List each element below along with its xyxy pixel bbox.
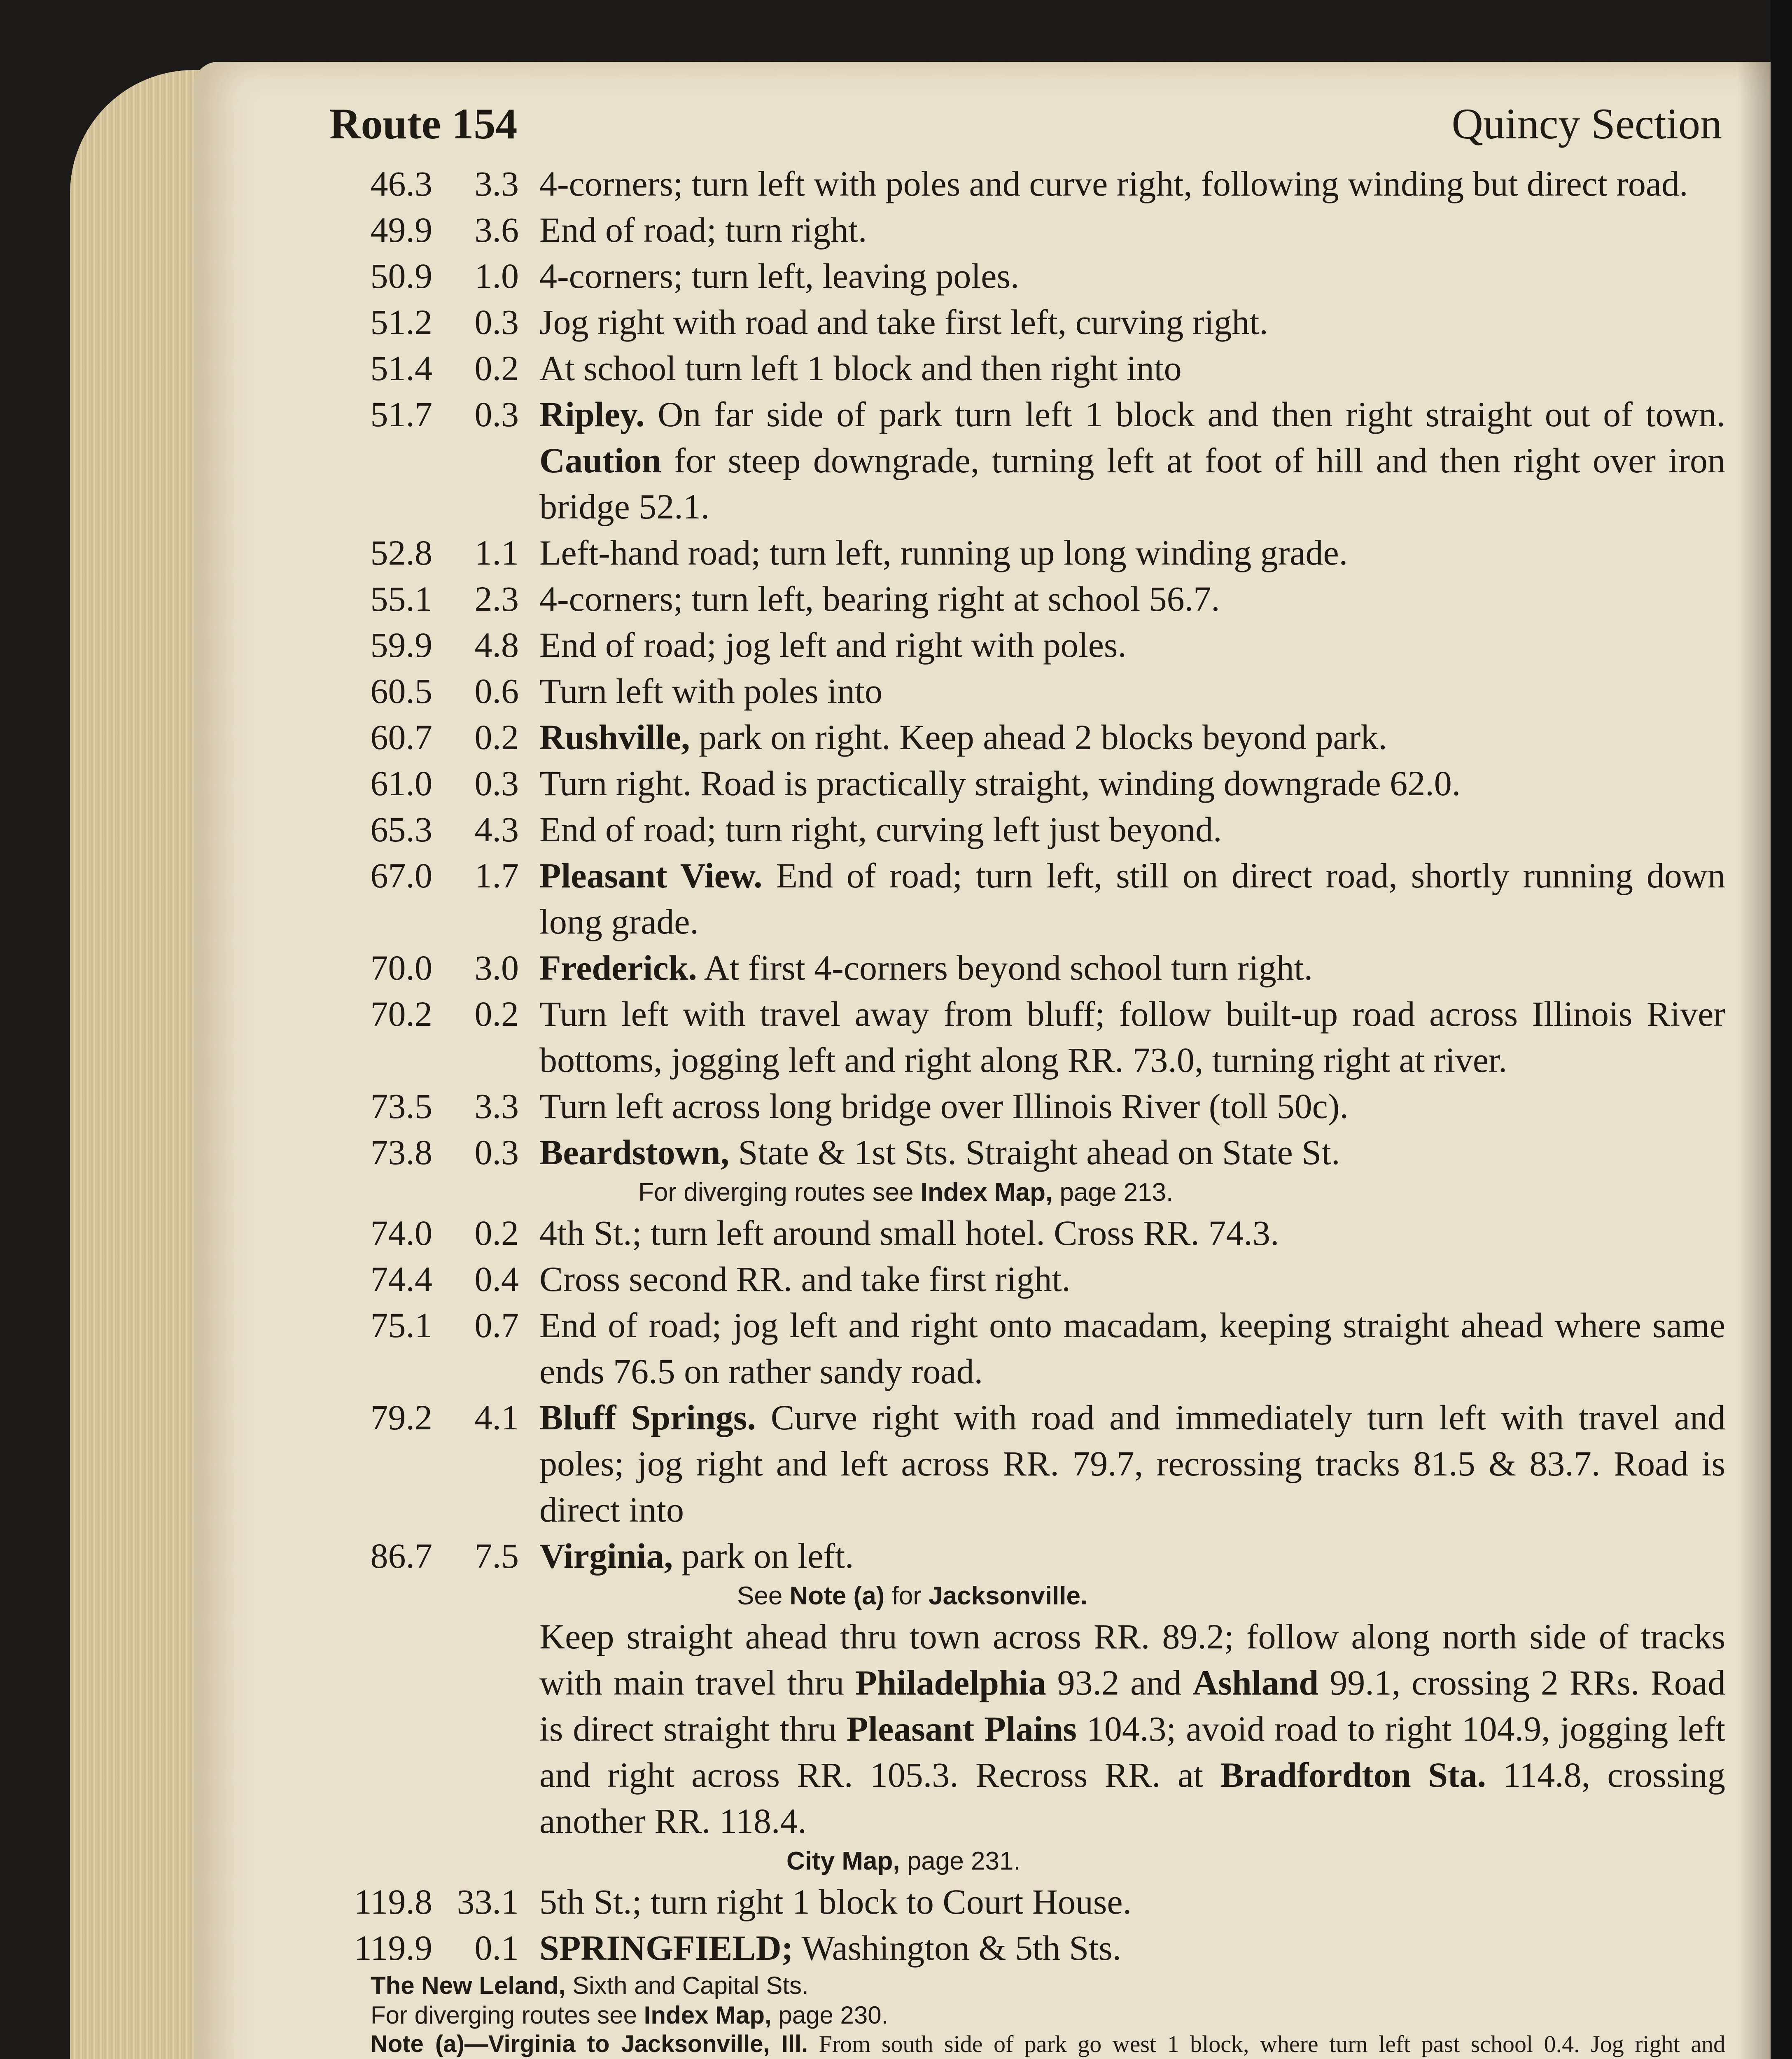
intermediate-mileage: 0.3	[474, 1132, 519, 1172]
total-mileage: 70.0	[370, 948, 432, 987]
right-border	[1771, 0, 1792, 2059]
intermediate-mileage: 3.3	[474, 164, 519, 203]
total-mileage: 49.9	[370, 210, 432, 250]
intermediate-mileage: 1.7	[474, 856, 519, 895]
route-entry	[325, 299, 1725, 345]
direction-text: Bluff Springs. Curve right with road and immediately turn left with travel and poles; jog right and left across RR. 79.7, recrossing tracks 81.5 & 83.7. Road is direct into	[539, 1398, 1725, 1529]
intermediate-mileage: 0.7	[474, 1305, 519, 1345]
direction-text: Beardstown, State & 1st Sts. Straight ahead on State St.	[539, 1132, 1340, 1172]
running-head-route: Route 154	[329, 100, 518, 148]
route-entry	[325, 576, 1725, 622]
route-entry	[325, 207, 1725, 253]
intermediate-mileage: 0.2	[474, 348, 519, 388]
total-mileage: 119.9	[354, 1928, 432, 1968]
total-mileage: 50.9	[370, 256, 432, 296]
route-entry	[325, 668, 1725, 714]
total-mileage: 51.4	[370, 348, 432, 388]
route-entry	[325, 1083, 1725, 1129]
total-mileage: 74.0	[370, 1213, 432, 1253]
route-entry	[325, 806, 1725, 852]
total-mileage: 79.2	[370, 1398, 432, 1437]
route-entry	[325, 161, 1725, 207]
total-mileage: 86.7	[370, 1536, 432, 1576]
direction-text: 4-corners; turn left, leaving poles.	[539, 256, 1020, 296]
total-mileage: 61.0	[370, 763, 432, 803]
intermediate-mileage: 3.3	[474, 1086, 519, 1126]
intermediate-mileage: 0.2	[474, 1213, 519, 1253]
route-entry	[325, 1394, 1725, 1533]
virginia-reference: See Note (a) for Jacksonville.	[737, 1582, 1088, 1610]
total-mileage: 65.3	[370, 810, 432, 849]
route-entry	[325, 1210, 1725, 1256]
total-mileage: 60.7	[370, 717, 432, 757]
route-entry	[325, 1129, 1725, 1175]
total-mileage: 67.0	[370, 856, 432, 895]
route-entry	[325, 1925, 1725, 1971]
intermediate-mileage: 0.1	[474, 1928, 519, 1968]
running-head	[329, 99, 1722, 152]
direction-text: End of road; jog left and right onto macadam, keeping straight ahead where same ends 76.5 on rather sandy road.	[539, 1305, 1725, 1391]
direction-text: 4-corners; turn left with poles and curve right, following winding but direct road.	[539, 164, 1688, 203]
route-entry	[325, 1256, 1725, 1302]
direction-text: Cross second RR. and take first right.	[539, 1259, 1071, 1299]
total-mileage: 51.7	[370, 395, 432, 434]
total-mileage: 46.3	[370, 164, 432, 203]
intermediate-mileage: 0.4	[474, 1259, 519, 1299]
intermediate-mileage: 0.2	[474, 994, 519, 1034]
direction-text: Jog right with road and take first left, curving right.	[539, 302, 1268, 342]
virginia-directions: Keep straight ahead thru town across RR. 89.2; follow along north side of tracks with main travel thru Philadelphia 93.2 and Ashland 99.1, crossing 2 RRs. Road is direct straight thru Pleasant Plains 104.3; avoid road to right 104.9, jogging left and right across RR. 105.3. Recross RR. at Bradfordton Sta. 114.8, crossing another RR. 118.4.	[539, 1617, 1726, 1841]
direction-text: End of road; jog left and right with poles.	[539, 625, 1127, 665]
springfield-info	[325, 1971, 1725, 2059]
intermediate-mileage: 1.0	[474, 256, 519, 296]
intermediate-mileage: 0.2	[474, 717, 519, 757]
intermediate-mileage: 2.3	[474, 579, 519, 619]
intermediate-mileage: 0.3	[474, 302, 519, 342]
intermediate-mileage: 0.6	[474, 671, 519, 711]
note-a: Note (a)—Virginia to Jacksonville, Ill. From south side of park go west 1 block, where turn left past school 0.4. Jog right and	[371, 2031, 1725, 2057]
route-entries-b	[325, 1210, 1725, 1579]
route-entry	[325, 1879, 1725, 1925]
total-mileage: 74.4	[370, 1259, 432, 1299]
intermediate-mileage: 4.8	[474, 625, 519, 665]
total-mileage: 55.1	[370, 579, 432, 619]
intermediate-mileage: 3.6	[474, 210, 519, 250]
direction-text: Turn left with travel away from bluff; follow built-up road across Illinois River bottoms, jogging left and right along RR. 73.0, turning right at river.	[539, 994, 1725, 1080]
direction-text: Turn left across long bridge over Illinois River (toll 50c).	[539, 1086, 1349, 1126]
intermediate-mileage: 0.3	[474, 395, 519, 434]
total-mileage: 52.8	[370, 533, 432, 572]
route-entry	[325, 945, 1725, 991]
route-entry	[325, 530, 1725, 576]
direction-text: Pleasant View. End of road; turn left, still on direct road, shortly running down long grade.	[539, 856, 1725, 941]
direction-text: Rushville, park on right. Keep ahead 2 blocks beyond park.	[539, 717, 1387, 757]
total-mileage: 51.2	[370, 302, 432, 342]
intermediate-mileage: 7.5	[474, 1536, 519, 1576]
intermediate-mileage: 33.1	[457, 1882, 519, 1921]
route-entry	[325, 1533, 1725, 1579]
city-map-reference: City Map, page 231.	[786, 1847, 1021, 1875]
route-entry	[325, 345, 1725, 391]
intermediate-mileage: 0.3	[474, 763, 519, 803]
hotel-line: The New Leland, Sixth and Capital Sts.	[371, 1972, 809, 1999]
route-entries-c	[325, 1879, 1725, 1971]
route-entry	[325, 852, 1725, 945]
diverging-routes-line: For diverging routes see Index Map, page 230.	[371, 2001, 889, 2029]
total-mileage: 73.8	[370, 1132, 432, 1172]
route-entry	[325, 991, 1725, 1083]
direction-text: Virginia, park on left.	[539, 1536, 854, 1576]
route-entry	[325, 253, 1725, 299]
route-entry	[325, 1302, 1725, 1394]
direction-text: At school turn left 1 block and then right into	[539, 348, 1182, 388]
page-content	[325, 161, 1725, 2059]
route-entry	[325, 622, 1725, 668]
beardstown-reference: For diverging routes see Index Map, page 213.	[638, 1178, 1174, 1207]
total-mileage: 70.2	[370, 994, 432, 1034]
direction-text: End of road; turn right.	[539, 210, 867, 250]
intermediate-mileage: 3.0	[474, 948, 519, 987]
total-mileage: 60.5	[370, 671, 432, 711]
intermediate-mileage: 4.1	[474, 1398, 519, 1437]
spine-shadow	[1738, 62, 1771, 2059]
direction-text: 4th St.; turn left around small hotel. Cross RR. 74.3.	[539, 1213, 1279, 1253]
route-entry	[325, 391, 1725, 530]
direction-text: End of road; turn right, curving left just beyond.	[539, 810, 1222, 849]
direction-text: Frederick. At first 4-corners beyond school turn right.	[539, 948, 1313, 987]
route-entry	[325, 714, 1725, 760]
direction-text: SPRINGFIELD; Washington & 5th Sts.	[539, 1928, 1122, 1968]
route-entry	[325, 760, 1725, 806]
route-entries-a	[325, 161, 1725, 1175]
direction-text: 4-corners; turn left, bearing right at school 56.7.	[539, 579, 1220, 619]
total-mileage: 59.9	[370, 625, 432, 665]
direction-text: Turn right. Road is practically straight, winding downgrade 62.0.	[539, 763, 1461, 803]
direction-text: Turn left with poles into	[539, 671, 882, 711]
intermediate-mileage: 1.1	[474, 533, 519, 572]
total-mileage: 73.5	[370, 1086, 432, 1126]
direction-text: Ripley. On far side of park turn left 1 block and then right straight out of town. Caution for steep downgrade, turning left at foot of hill and then right over iron bridge 52.1.	[539, 395, 1725, 526]
direction-text: Left-hand road; turn left, running up long winding grade.	[539, 533, 1348, 572]
total-mileage: 75.1	[370, 1305, 432, 1345]
total-mileage: 119.8	[354, 1882, 432, 1921]
direction-text: 5th St.; turn right 1 block to Court House.	[539, 1882, 1132, 1921]
running-head-section: Quincy Section	[1451, 100, 1722, 148]
intermediate-mileage: 4.3	[474, 810, 519, 849]
